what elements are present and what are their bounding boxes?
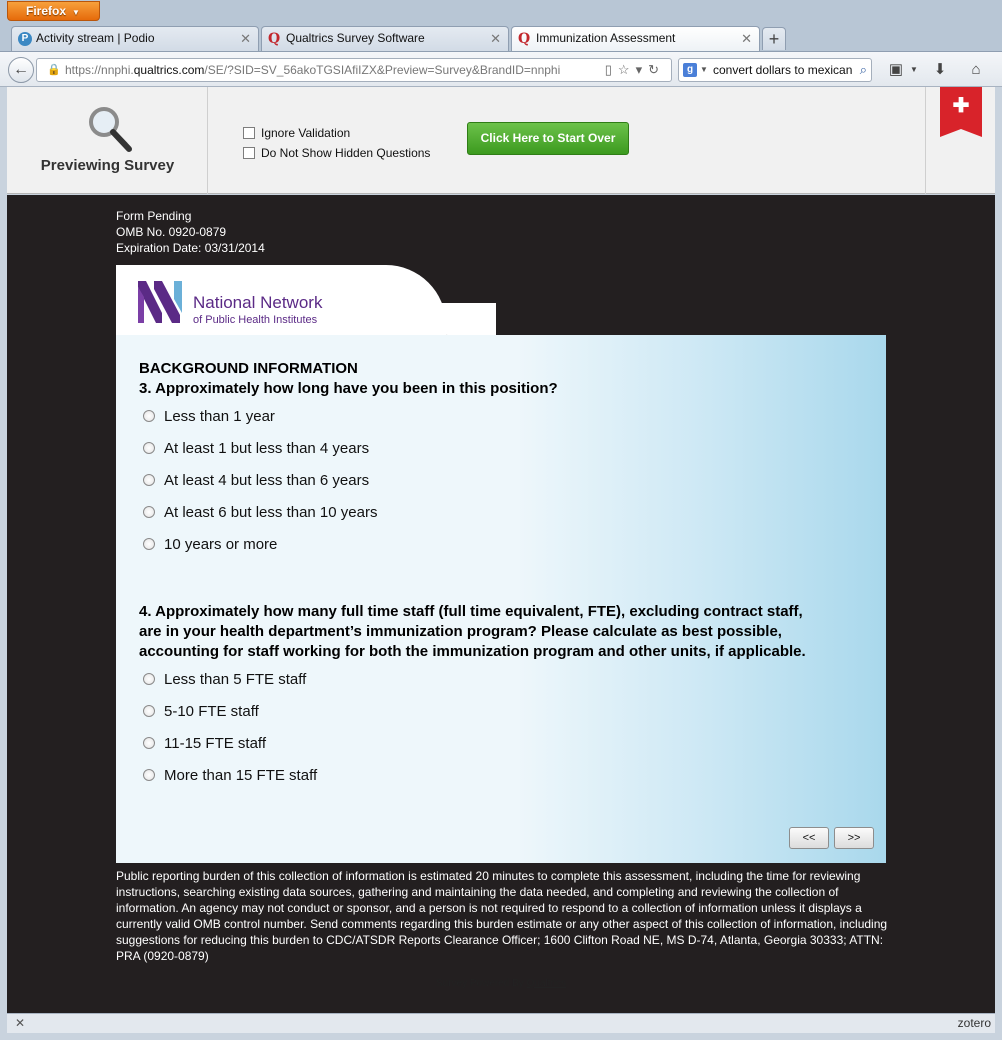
firefox-menu-label: Firefox [26,4,67,18]
search-input[interactable] [678,58,872,82]
preview-right-panel [925,87,995,194]
podio-icon: P [18,32,32,46]
close-icon[interactable]: ✕ [15,1016,26,1030]
close-icon[interactable]: ✕ [240,31,251,46]
radio-button[interactable] [143,474,155,486]
q4-choice[interactable] [143,767,317,784]
omb-number: OMB No. 0920-0879 [116,225,227,239]
back-button[interactable]: ← [8,57,34,83]
choice-label: 10 years or more [164,536,278,553]
powered-by [0,978,1002,989]
tab-bar [0,24,1002,51]
radio-button[interactable] [143,538,155,550]
qualtrics-icon: Q [268,31,281,47]
navigation-bar [0,51,1002,87]
close-icon[interactable]: ✕ [490,31,501,46]
zotero-label[interactable]: zotero [957,1016,991,1030]
chevron-down-icon: ▼ [72,8,80,17]
qualtrics-link[interactable]: Qualtrics [526,978,567,989]
url-domain: qualtrics.com [133,63,205,77]
close-icon[interactable]: ✕ [741,31,752,46]
status-bar [7,1013,995,1033]
new-tab-button[interactable]: + [762,27,786,50]
tab-podio[interactable] [11,26,259,51]
q4-choice[interactable] [143,735,266,752]
form-meta [116,208,265,256]
powered-by-label: Survey Powered By [435,978,527,989]
choice-label: At least 4 but less than 6 years [164,472,370,489]
bookmark-star-icon[interactable]: ▯☆▾↻ [604,62,665,77]
tab-label: Activity stream | Podio [36,31,155,45]
tab-label: Qualtrics Survey Software [286,31,425,45]
q4-choice[interactable] [143,703,259,720]
previous-button[interactable]: << [789,827,829,849]
choice-label: Less than 5 FTE staff [164,671,307,688]
choice-label: At least 1 but less than 4 years [164,440,370,457]
org-subtitle: of Public Health Institutes [193,314,318,326]
choice-label: Less than 1 year [164,408,275,425]
qualtrics-icon: Q [518,31,531,47]
radio-button[interactable] [143,506,155,518]
preview-bar [7,87,995,194]
tab-label: Immunization Assessment [536,31,676,45]
radio-button[interactable] [143,410,155,422]
hide-hidden-option[interactable] [243,146,430,160]
preview-panel [7,87,208,194]
home-icon[interactable]: ⌂ [971,61,981,78]
logo-header [116,265,446,335]
firefox-menu-button[interactable] [7,1,100,21]
q3-choice[interactable] [143,408,275,425]
magnifier-icon [85,105,133,153]
search-value: convert dollars to mexican [713,63,853,77]
question-4-line: accounting for staff working for both the immunization program and other units, if applicable. [139,643,806,660]
choice-label: 5-10 FTE staff [164,703,259,720]
chevron-down-icon[interactable]: ▼ [700,65,708,74]
q3-choice[interactable] [143,440,369,457]
url-bar[interactable] [36,58,672,82]
radio-button[interactable] [143,705,155,717]
q3-choice[interactable] [143,536,277,553]
choice-label: At least 6 but less than 10 years [164,504,378,521]
hide-hidden-checkbox[interactable] [243,147,255,159]
form-status: Form Pending [116,209,192,223]
q4-choice[interactable] [143,671,306,688]
question-4-line: 4. Approximately how many full time staff (full time equivalent, FTE), excluding contract staff, [139,603,803,620]
tab-qualtrics[interactable] [261,26,509,51]
question-4-line: are in your health department’s immunization program? Please calculate as best possible, [139,623,782,640]
lock-icon: 🔒 [47,64,61,76]
question-4-text [139,602,806,662]
section-heading: BACKGROUND INFORMATION [139,360,358,377]
url-prefix: https://nnphi. [65,63,134,77]
start-over-button[interactable]: Click Here to Start Over [467,122,629,155]
burden-statement: Public reporting burden of this collection of information is estimated 20 minutes to complete this assessment, including the time for reviewing instructions, searching existing data sources, gathering and maintaining the data needed, and completing and reviewing the collection of information. An agency may not conduct or sponsor, and a person is not required to respond to a collection of information unless it displays a currently valid OMB control number. Send comments regarding this burden estimate or any other aspect of this collection of information, including suggestions for reducing this burden to CDC/ATSDR Reports Clearance Officer; 1600 Clifton Road NE, MS D-74, Atlanta, Georgia 30333; ATTN: PRA (0920-0879) [116,869,888,963]
radio-button[interactable] [143,737,155,749]
radio-button[interactable] [143,442,155,454]
title-bar [0,0,1002,24]
nnphi-logo-icon [136,277,188,325]
q3-choice[interactable] [143,472,369,489]
download-icon[interactable]: ⬇ [933,61,947,78]
choice-label: More than 15 FTE staff [164,767,318,784]
q3-choice[interactable] [143,504,377,521]
search-icon[interactable]: ⌕ [859,62,867,77]
choice-label: 11-15 FTE staff [164,735,266,752]
previewing-survey-label: Previewing Survey [40,157,175,174]
ignore-validation-option[interactable] [243,126,350,140]
radio-button[interactable] [143,673,155,685]
expiration-date: Expiration Date: 03/31/2014 [116,241,265,255]
radio-button[interactable] [143,769,155,781]
bookmarks-icon[interactable]: ▣ [888,61,904,78]
chevron-down-icon[interactable]: ▼ [910,65,918,74]
org-name: National Network [193,293,323,312]
google-icon: g [683,63,697,77]
next-button[interactable]: >> [834,827,874,849]
hide-hidden-label: Do Not Show Hidden Questions [261,146,431,160]
ignore-validation-label: Ignore Validation [261,126,351,140]
ignore-validation-checkbox[interactable] [243,127,255,139]
plus-icon: ✚ [952,95,970,117]
question-3-text: 3. Approximately how long have you been in this position? [139,380,558,397]
url-path: /SE/?SID=SV_56akoTGSIAfiIZX&Preview=Survey&BrandID=nnphi [204,63,561,77]
tab-immunization[interactable] [511,26,760,51]
flag-icon[interactable] [940,87,982,129]
